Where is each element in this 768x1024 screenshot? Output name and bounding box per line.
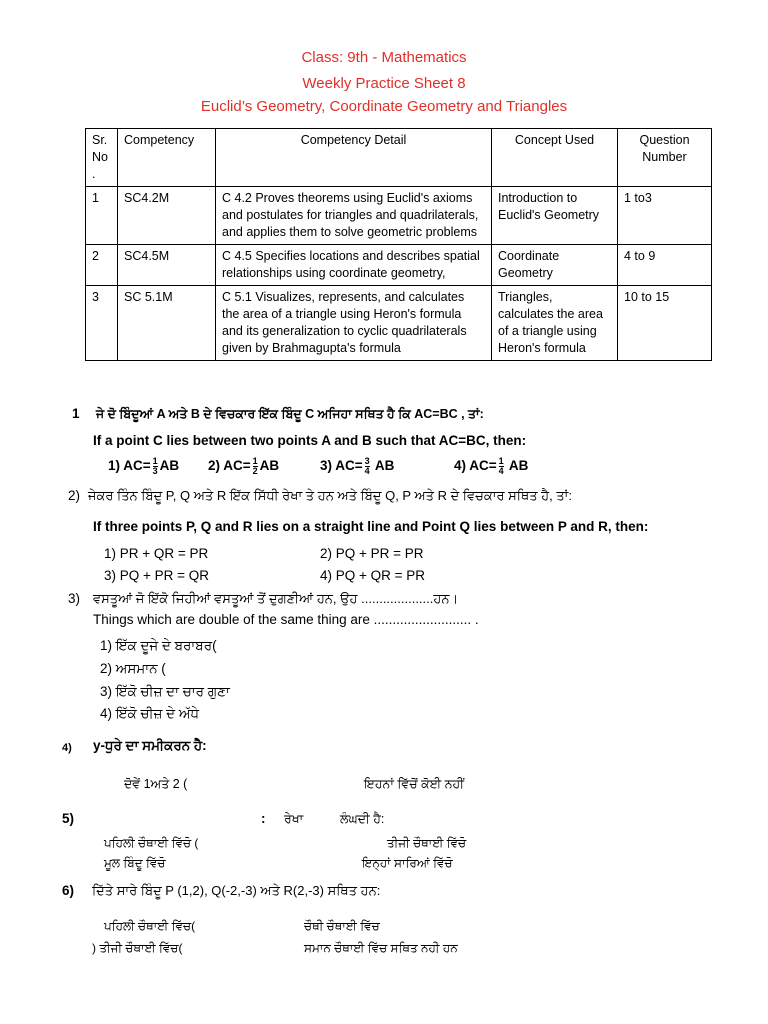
cell-question: 10 to 15 — [618, 286, 712, 361]
cell-concept: Coordinate Geometry — [492, 245, 618, 286]
table-row — [86, 187, 712, 245]
q5-rekha-word: ਰੇਖਾ — [284, 812, 304, 826]
q6-number: 6) — [62, 883, 75, 898]
sheet-topic-title: Euclid’s Geometry, Coordinate Geometry and Triangles — [200, 98, 568, 115]
q1-punjabi-text: ਜੇ ਦੋ ਬਿੰਦੂਆਂ A ਅਤੇ B ਦੇ ਵਿਚਕਾਰ ਇੱਕ ਬਿੰਦੂ C ਅਜਿਹਾ ਸਥਿਤ ਹੈ ਕਿ AC=BC , ਤਾਂ: — [96, 407, 484, 421]
table-row — [86, 286, 712, 361]
q6-option-2: ਚੌਥੀ ਚੌਥਾਈ ਵਿੱਚ — [304, 919, 380, 933]
cell-detail: C 4.5 Specifies locations and describes spatial relationships using coordinate geometry, — [216, 245, 492, 286]
q4-text: y-ਧੁਰੇ ਦਾ ਸਮੀਕਰਨ ਹੈ: — [93, 738, 207, 753]
sheet-number-title: Weekly Practice Sheet 8 — [302, 75, 466, 92]
table-header-row — [86, 129, 712, 187]
q5-colon: : — [261, 811, 266, 826]
q6-option-1: ਪਹਿਲੀ ਚੌਥਾਈ ਵਿੱਚ( — [104, 919, 196, 933]
col-header-competency: Competency — [118, 129, 216, 187]
q3-english-text: Things which are double of the same thing are .......................... . — [93, 612, 479, 627]
cell-question: 1 to3 — [618, 187, 712, 245]
q4-option-1: ਦੋਵੇਂ 1ਅਤੇ 2 ( — [124, 777, 188, 791]
cell-concept: Triangles, calculates the area of a triangle using Heron's formula — [492, 286, 618, 361]
cell-competency: SC4.2M — [118, 187, 216, 245]
q6-option-4: ਸਮਾਨ ਚੌਥਾਈ ਵਿੱਚ ਸਥਿਤ ਨਹੀ ਹਨ — [304, 941, 458, 955]
q5-option-2: ਤੀਜੀ ਚੌਥਾਈ ਵਿੱਚੋ — [387, 836, 467, 850]
q2-option-3: 3) PQ + PR = QR — [104, 568, 210, 583]
q2-punjabi-text: ਜੇਕਰ ਤਿੰਨ ਬਿੰਦੂ P, Q ਅਤੇ R ਇੱਕ ਸਿੱਧੀ ਰੇਖਾ ਤੇ ਹਨ ਅਤੇ ਬਿੰਦੂ Q, P ਅਤੇ R ਦੇ ਵਿਚਕਾਰ ਸਥਿਤ ਹੈ, ਤਾਂ: — [88, 488, 572, 503]
q5-option-1: ਪਹਿਲੀ ਚੌਥਾਈ ਵਿੱਚੋ ( — [104, 836, 199, 850]
sheet-class-title: Class: 9th - Mathematics — [301, 49, 467, 66]
q2-number: 2) — [68, 488, 81, 503]
q2-option-4: 4) PQ + QR = PR — [320, 568, 426, 583]
cell-competency: SC 5.1M — [118, 286, 216, 361]
q1-option-2: 2) AC= $\frac{1}{2}$ AB — [208, 456, 280, 476]
q2-option-2: 2) PQ + PR = PR — [320, 546, 424, 561]
cell-concept: Introduction to Euclid's Geometry — [492, 187, 618, 245]
q4-option-2: ਇਹਨਾਂ ਵਿੱਚੋਂ ਕੋਈ ਨਹੀਂ — [364, 777, 464, 791]
q3-option-1: 1) ਇੱਕ ਦੂਜੇ ਦੇ ਬਰਾਬਰ( — [100, 638, 217, 653]
cell-detail: C 4.2 Proves theorems using Euclid's axioms and postulates for triangles and quadrilaterals, and applies them to solve geometric problems — [216, 187, 492, 245]
table-row — [86, 245, 712, 286]
q1-option-1: 1) AC= $\frac{1}{3}$ AB — [108, 456, 180, 476]
q1-option-4: 4) AC= $\frac{1}{4}$ AB — [454, 456, 529, 476]
q2-option-1: 1) PR + QR = PR — [104, 546, 209, 561]
q1-english-text: If a point C lies between two points A and B such that AC=BC, then: — [93, 433, 527, 448]
col-header-question: Question Number — [618, 129, 712, 187]
q6-text: ਦਿੱਤੇ ਸਾਰੇ ਬਿੰਦੂ P (1,2), Q(-2,-3) ਅਤੇ R(2,-3) ਸਥਿਤ ਹਨ: — [92, 883, 381, 898]
col-header-sr: Sr. No . — [86, 129, 118, 187]
q3-option-3: 3) ਇੱਕੋ ਚੀਜ਼ ਦਾ ਚਾਰ ਗੁਣਾ — [100, 684, 230, 699]
cell-competency: SC4.5M — [118, 245, 216, 286]
cell-sr: 3 — [86, 286, 118, 361]
competency-table — [85, 128, 712, 361]
q4-number: 4) — [62, 742, 72, 754]
q5-option-3: ਮੂਲ ਬਿੰਦੂ ਵਿੱਚੋ — [104, 856, 166, 870]
q3-punjabi-text: ਵਸਤੂਆਂ ਜੋ ਇੱਕੋ ਜਿਹੀਆਂ ਵਸਤੂਆਂ ਤੋਂ ਦੁਗਣੀਆਂ ਹਨ, ਉਹ ....................ਹਨ। — [93, 591, 459, 606]
q5-option-4: ਇਨ੍ਹਾਂ ਸਾਰਿਆਂ ਵਿੱਚੋ — [362, 856, 453, 870]
q5-number: 5) — [62, 811, 75, 826]
cell-detail: C 5.1 Visualizes, represents, and calculates the area of a triangle using Heron's formula and its generalization to cyclic quadrilaterals given by Brahmagupta's formula — [216, 286, 492, 361]
cell-sr: 1 — [86, 187, 118, 245]
cell-sr: 2 — [86, 245, 118, 286]
q6-option-3: ) ਤੀਜੀ ਚੌਥਾਈ ਵਿੱਚ( — [92, 941, 183, 955]
q2-english-text: If three points P, Q and R lies on a straight line and Point Q lies between P and R, then: — [93, 519, 649, 534]
q3-option-4: 4) ਇੱਕੋ ਚੀਜ਼ ਦੇ ਅੱਧੇ — [100, 706, 199, 721]
col-header-detail: Competency Detail — [216, 129, 492, 187]
q1-option-3: 3) AC= $\frac{3}{4}$ AB — [320, 456, 395, 476]
q1-number: 1 — [72, 406, 80, 421]
col-header-concept: Concept Used — [492, 129, 618, 187]
cell-question: 4 to 9 — [618, 245, 712, 286]
q3-number: 3) — [68, 591, 81, 606]
q5-text: ਲੰਘਦੀ ਹੈ: — [340, 812, 385, 826]
q3-option-2: 2) ਅਸਮਾਨ ( — [100, 661, 166, 676]
